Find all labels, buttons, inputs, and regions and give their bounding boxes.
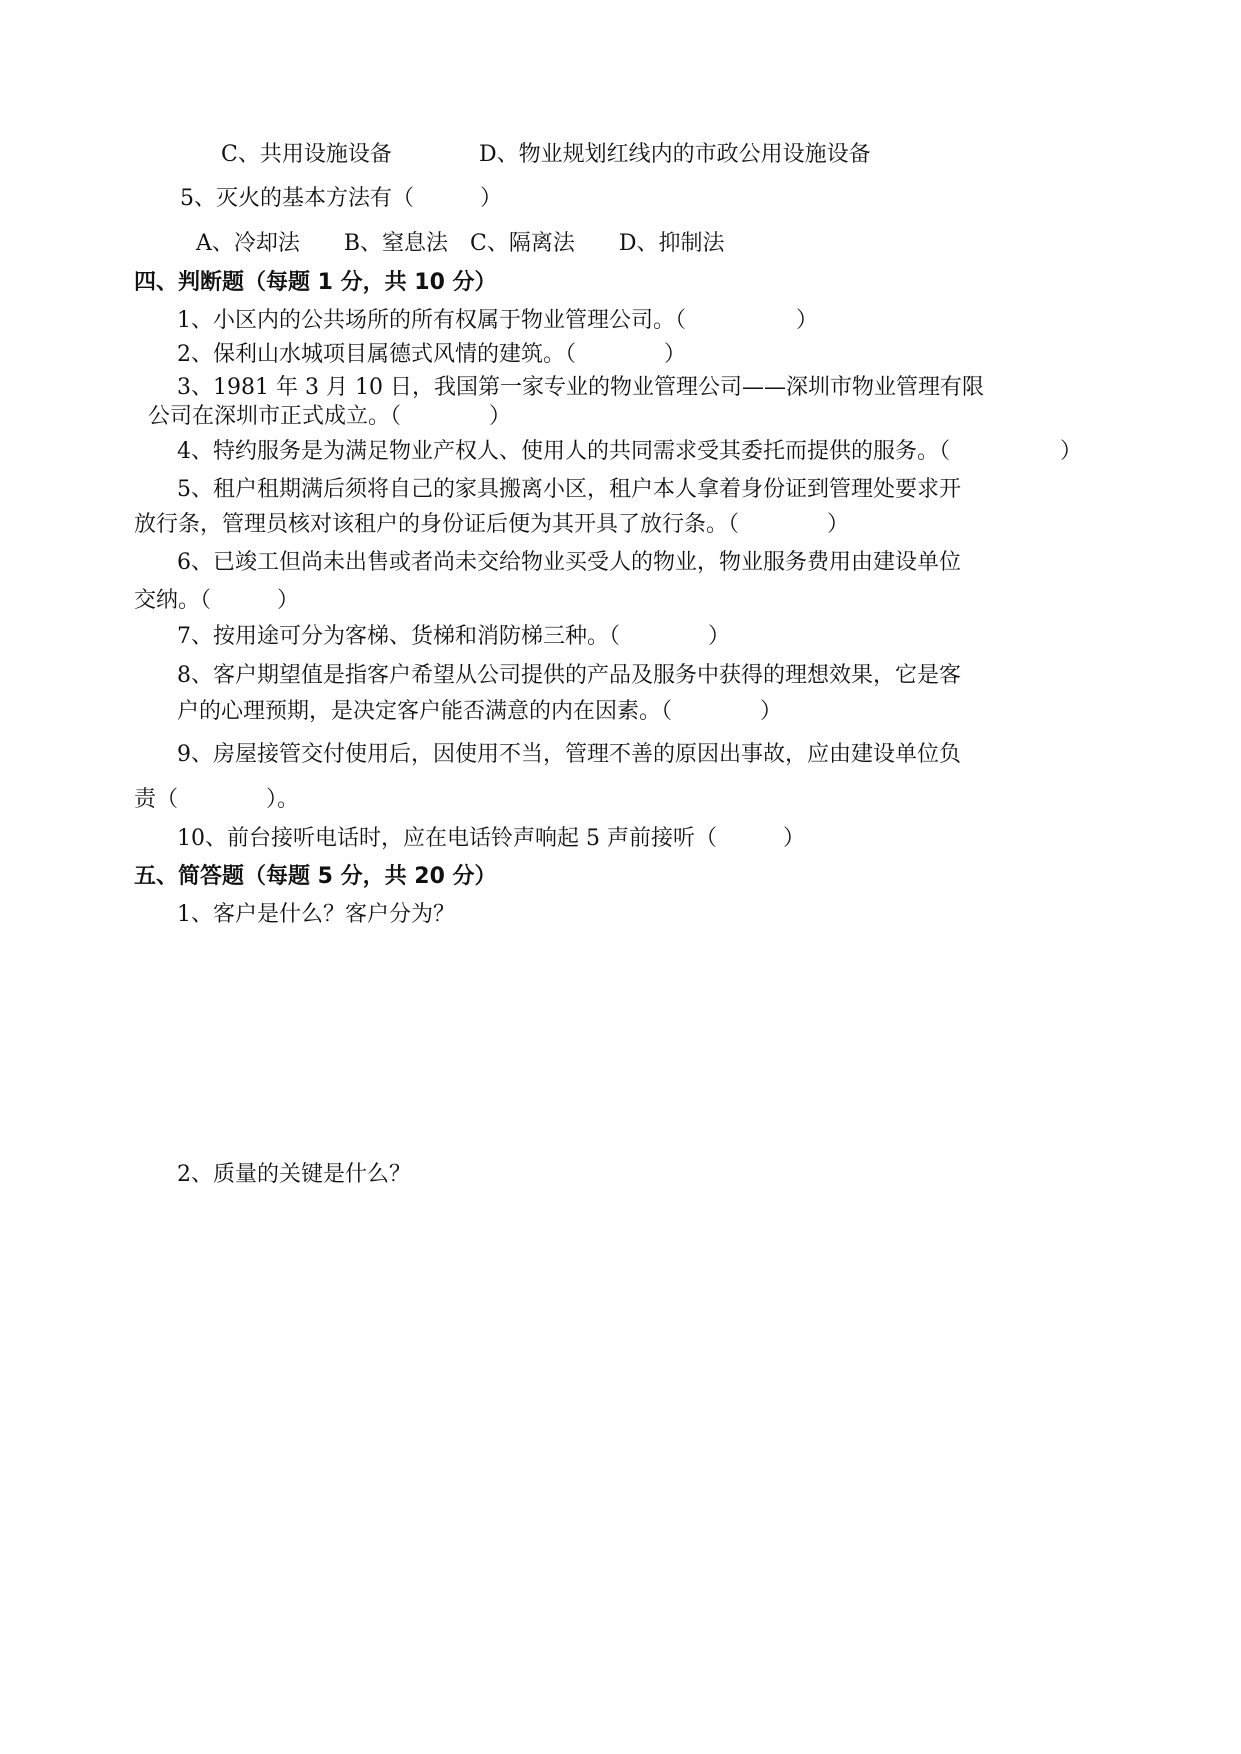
judge-item-3-line2: 公司在深圳市正式成立。（ ） — [148, 404, 512, 429]
judge-item-10: 10、前台接听电话时，应在电话铃声响起 5 声前接听（ ） — [177, 826, 805, 851]
judge-item-1: 1、小区内的公共场所的所有权属于物业管理公司。（ ） — [177, 308, 818, 333]
judge-item-2: 2、保利山水城项目属德式风情的建筑。（ ） — [177, 342, 686, 367]
judge-item-3-line1: 3、1981 年 3 月 10 日，我国第一家专业的物业管理公司——深圳市物业管理有限 — [177, 375, 984, 400]
judge-item-8-line2: 户的心理预期，是决定客户能否满意的内在因素。（ ） — [177, 699, 783, 724]
q4-option-c: C、共用设施设备 — [221, 142, 392, 167]
judge-item-9-line2: 责（ ）。 — [134, 787, 300, 812]
short-answer-1: 1、客户是什么？客户分为？ — [177, 902, 455, 927]
judge-item-9-line1: 9、房屋接管交付使用后，因使用不当，管理不善的原因出事故，应由建设单位负 — [177, 742, 961, 767]
judge-item-6-line1: 6、已竣工但尚未出售或者尚未交给物业买受人的物业，物业服务费用由建设单位 — [177, 550, 961, 575]
q4-option-d: D、物业规划红线内的市政公用设施设备 — [479, 142, 871, 167]
judge-item-5-line2: 放行条，管理员核对该租户的身份证后便为其开具了放行条。（ ） — [134, 512, 850, 537]
judge-item-5-line1: 5、租户租期满后须将自己的家具搬离小区，租户本人拿着身份证到管理处要求开 — [177, 477, 961, 502]
section5-heading: 五、简答题（每题 5 分，共 20 分） — [134, 864, 497, 889]
judge-item-7: 7、按用途可分为客梯、货梯和消防梯三种。（ ） — [177, 624, 730, 649]
judge-item-6-line2: 交纳。（ ） — [134, 588, 300, 613]
short-answer-2: 2、质量的关键是什么？ — [177, 1162, 411, 1187]
section4-heading: 四、判断题（每题 1 分，共 10 分） — [134, 270, 497, 295]
q5-options: A、冷却法 B、窒息法 C、隔离法 D、抑制法 — [196, 231, 725, 256]
judge-item-4: 4、特约服务是为满足物业产权人、使用人的共同需求受其委托而提供的服务。（ ） — [177, 439, 1083, 464]
judge-item-8-line1: 8、客户期望值是指客户希望从公司提供的产品及服务中获得的理想效果，它是客 — [177, 663, 961, 688]
q5-stem: 5、灭火的基本方法有（ ） — [180, 186, 502, 211]
